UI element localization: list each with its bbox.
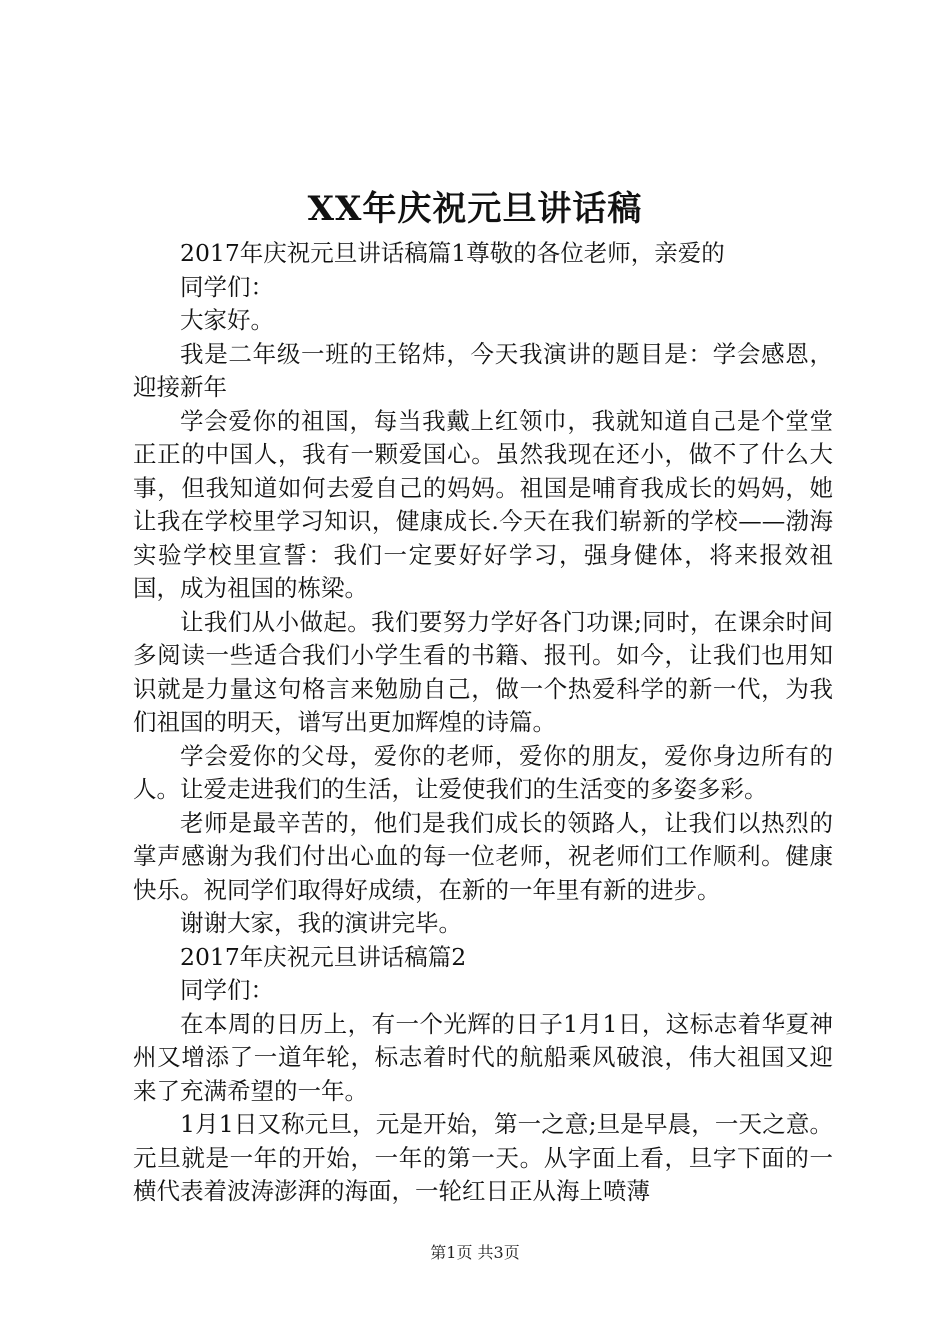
- paragraph-9: 谢谢大家，我的演讲完毕。: [180, 909, 462, 937]
- paragraph-8: 老师是最辛苦的，他们是我们成长的领路人，让我们以热烈的掌声感谢为我们付出心血的每一位老师，祝老师们工作顺利。健康快乐。祝同学们取得好成绩，在新的一年里有新的进步。: [133, 808, 833, 904]
- paragraph-10: 2017年庆祝元旦讲话稿篇2: [180, 942, 467, 971]
- document-body: [133, 237, 833, 1209]
- paragraph-4: 我是二年级一班的王铭炜，今天我演讲的题目是：学会感恩，迎接新年: [133, 339, 833, 401]
- paragraph-6: 让我们从小做起。我们要努力学好各门功课;同时，在课余时间多阅读一些适合我们小学生看的书籍、报刊。如今，让我们也用知识就是力量这句格言来勉励自己，做一个热爱科学的新一代，为我们祖国的明天，谱写出更加辉煌的诗篇。: [133, 607, 833, 736]
- paragraph-1: 2017年庆祝元旦讲话稿篇1尊敬的各位老师，亲爱的: [180, 239, 725, 267]
- paragraph-11: 同学们：: [180, 976, 274, 1004]
- paragraph-13: 1月1日又称元旦，元是开始，第一之意;旦是早晨，一天之意。元旦就是一年的开始，一年的第一天。从字面上看，旦字下面的一横代表着波涛澎湃的海面，一轮红日正从海上喷薄: [133, 1110, 833, 1205]
- paragraph-7: 学会爱你的父母，爱你的老师，爱你的朋友，爱你身边所有的人。让爱走进我们的生活，让爱使我们的生活变的多姿多彩。: [133, 741, 833, 803]
- paragraph-3: 大家好。: [180, 306, 274, 334]
- paragraph-12: 在本周的日历上，有一个光辉的日子1月1日，这标志着华夏神州又增添了一道年轮，标志着时代的航船乘风破浪，伟大祖国又迎来了充满希望的一年。: [133, 1009, 833, 1105]
- paragraph-5: 学会爱你的祖国，每当我戴上红领巾，我就知道自己是个堂堂正正的中国人，我有一颗爱国心。虽然我现在还小，做不了什么大事，但我知道如何去爱自己的妈妈。祖国是哺育我成长的妈妈，她让我在学校里学习知识，健康成长.今天在我们崭新的学校——渤海实验学校里宣誓：我们一定要好好学习，强身健体，将来报效祖国，成为祖国的栋梁。: [133, 406, 833, 602]
- page-footer: 第1页 共3页: [430, 1243, 520, 1262]
- paragraph-2: 同学们：: [180, 272, 274, 301]
- document-title: XX年庆祝元旦讲话稿: [307, 189, 643, 229]
